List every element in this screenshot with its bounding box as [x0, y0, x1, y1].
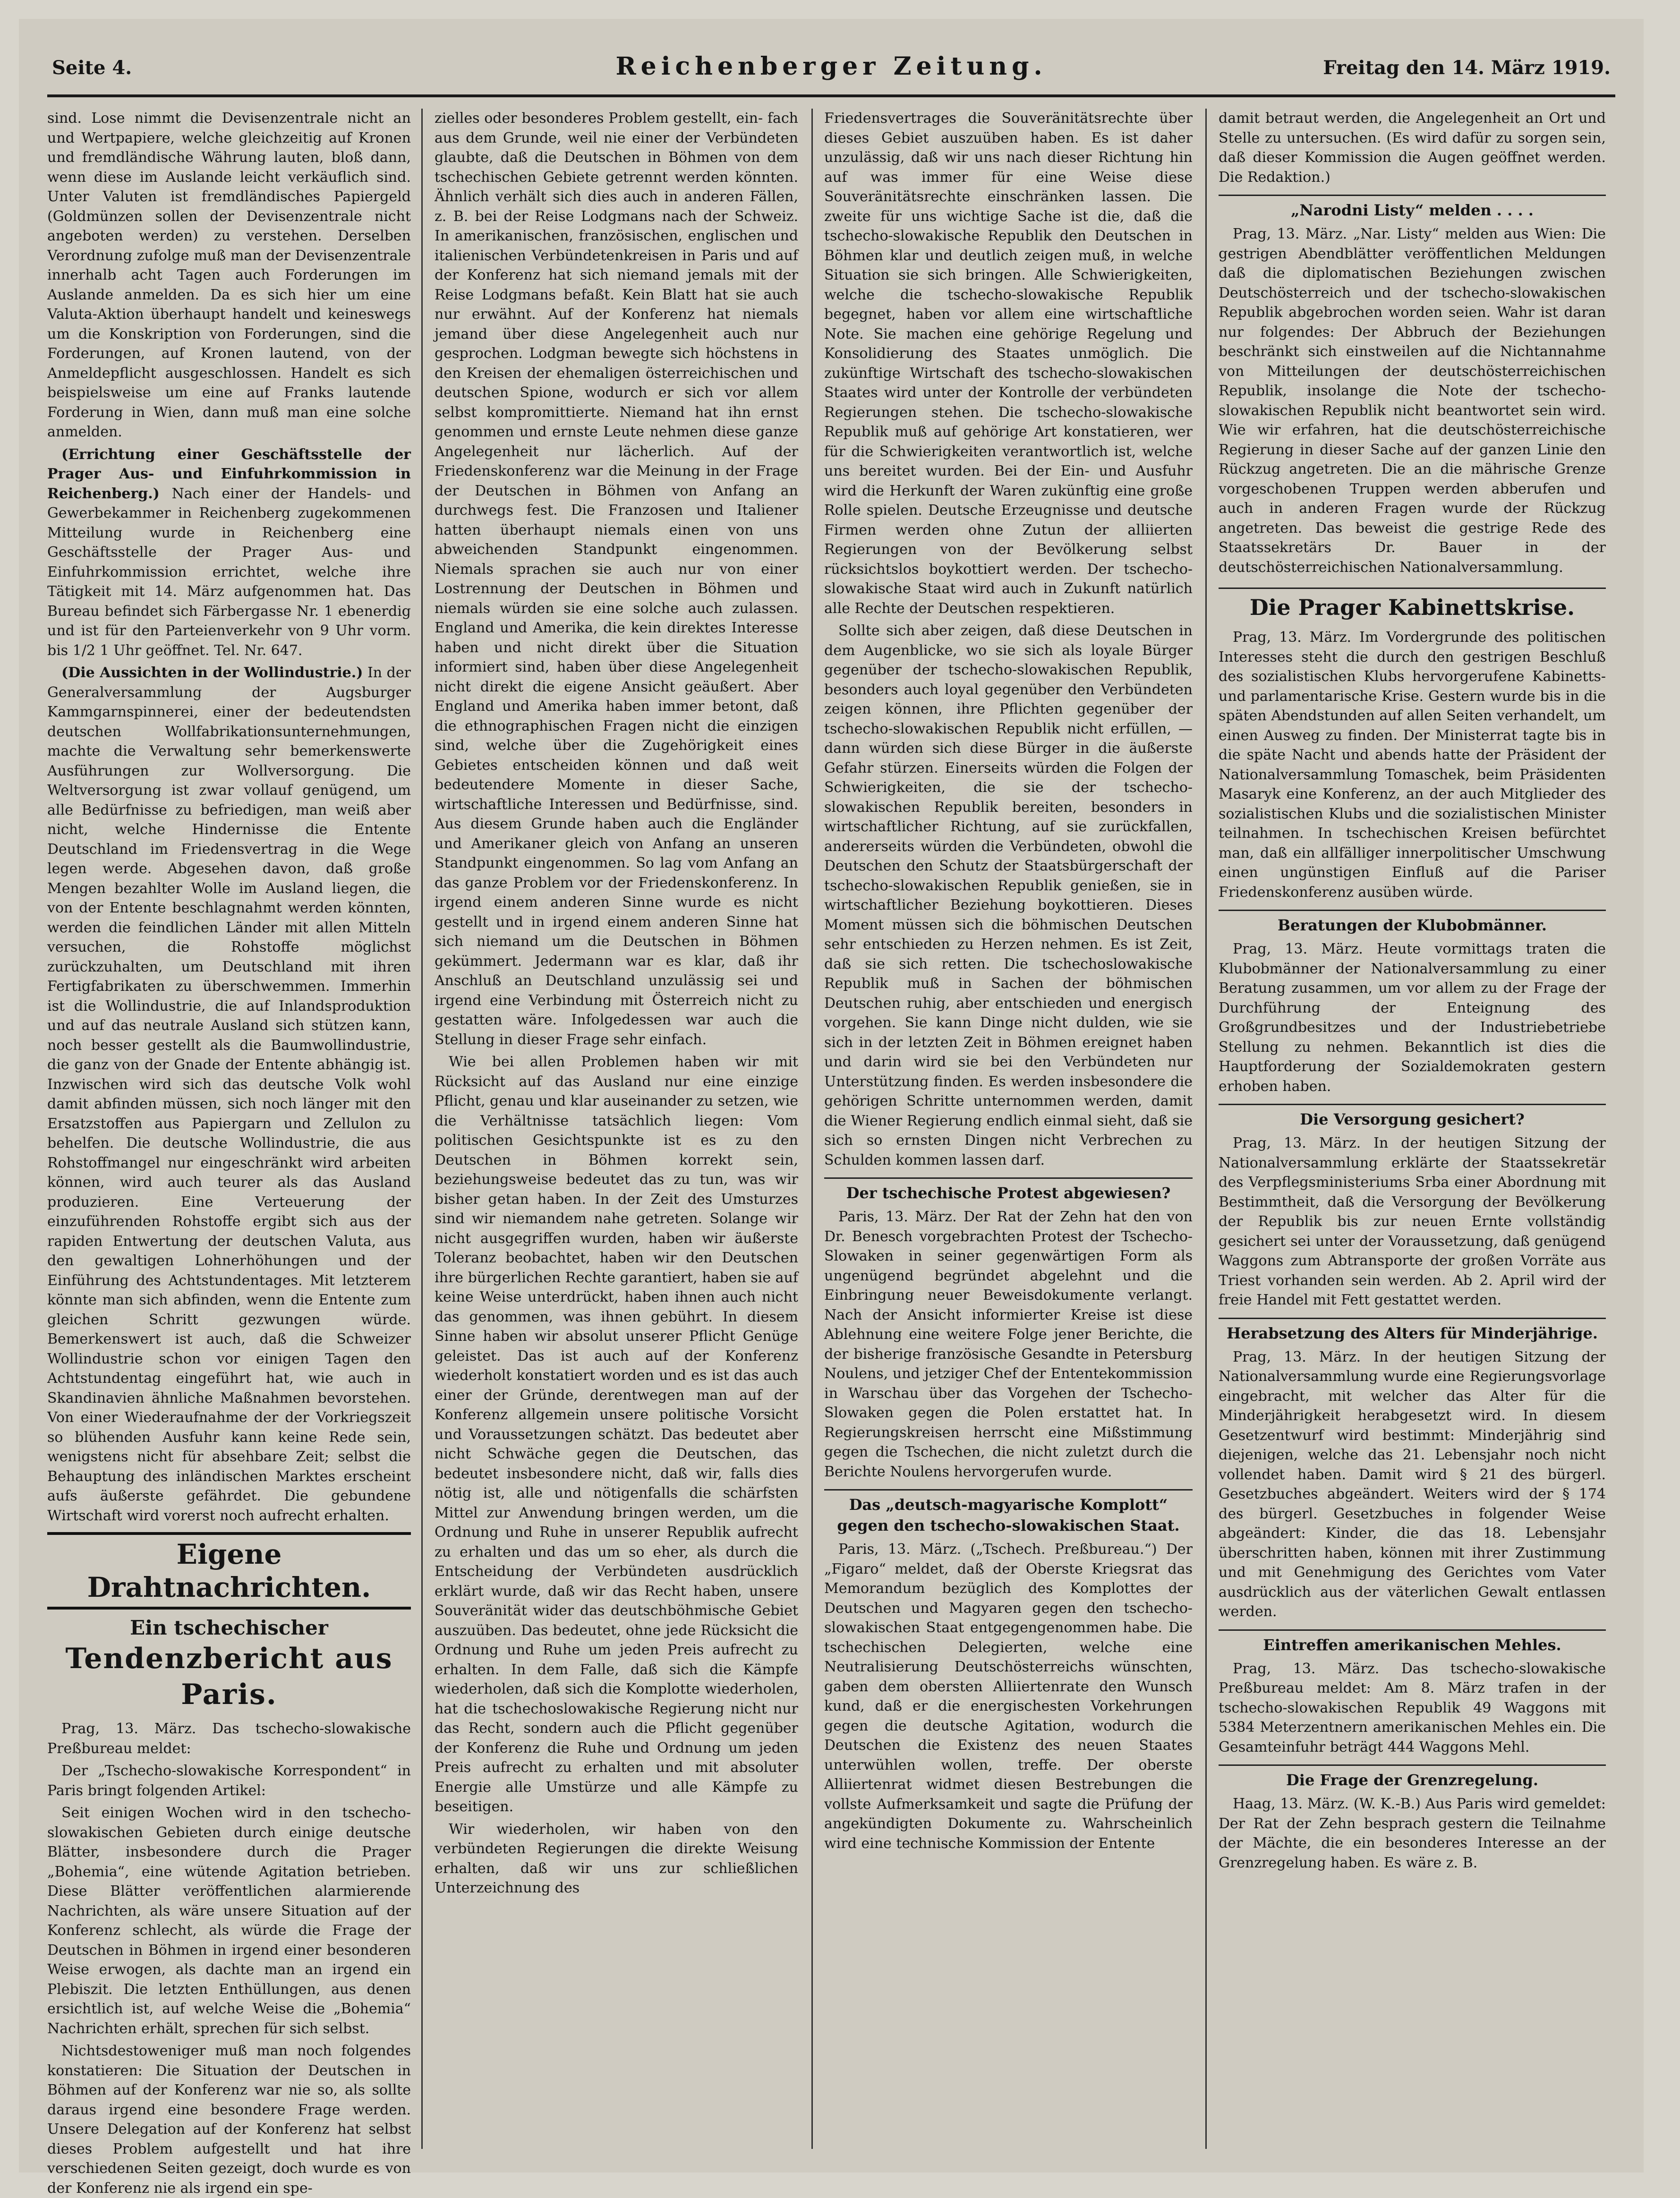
article-heading: Herabsetzung des Alters für Minderjährige. — [1219, 1318, 1606, 1344]
newspaper-page — [19, 19, 1644, 2197]
column-4 — [1219, 109, 1606, 2149]
article-heading: Beratungen der Klubobmänner. — [1219, 910, 1606, 936]
column-rule — [811, 109, 813, 2149]
masthead-rule — [47, 94, 1615, 97]
article-paragraph: sind. Lose nimmt die Devisenzentrale nicht an und Wertpapiere, welche gleichzeitig auf Kronen und fremdländische Währung lauten, bloß dann, wenn diese im Auslande leicht verkäuflich sind. Unter Valuten ist fremdländisches Papiergeld (Goldmünzen sollen der Devisenzentrale nicht angeboten werden) zu verstehen. Derselben Verordnung zufolge muß man der Devisenzentrale innerhalb acht Tagen auch Forderungen im Auslande anmelden. Da es sich hier um eine Valuta-Aktion überhaupt handelt und keineswegs um die Konskription von Forderungen, sind die Forderungen, auf Kronen lautend, von der Anmeldepflicht ausgeschlossen. Handelt es sich beispielsweise um eine auf Franks lautende Forderung in Wien, dann muß man eine solche anmelden. — [47, 110, 411, 440]
article-paragraph: Paris, 13. März. („Tschech. Preßbureau.“) Der „Figaro“ meldet, daß der Oberste Kriegsrat das Memorandum bezüglich des Komplottes der Deutschen und Magyaren gegen den tschecho-slowakischen Staat entgegengenommen habe. Die tschechischen Delegierten, welche eine Neutralisierung Deutschösterreichs wünschten, gaben dem obersten Alliiertenrate den Wunsch kund, daß er die energischesten Vorkehrungen gegen die deutsche Agitation, wodurch die Deutschen die Existenz des neuen Staates unterwühlen wollen, treffe. Der oberste Alliiertenrat widmet diesen Bestrebungen die vollste Aufmerksamkeit und sagte die Prüfung der angekündigten Dokumente zu. Wahrscheinlich wird eine technische Kommission der Entente — [824, 1541, 1193, 1852]
article-paragraph: Nichtsdestoweniger muß man noch folgendes konstatieren: Die Situation der Deutschen in Böhmen auf der Konferenz war nie so, als sollte daraus irgend eine besondere Frage werden. Unsere Delegation auf der Konferenz hat selbst dieses Problem aufgestellt und hat ihre verschiedenen Seiten gezeigt, doch wurde es von der Konferenz nie als irgend ein spe- — [47, 2043, 411, 2197]
masthead — [52, 47, 1611, 85]
headline: Tendenzbericht aus Paris. — [65, 1642, 393, 1711]
article-heading: Der tschechische Protest abgewiesen? — [824, 1177, 1193, 1203]
column-rule — [421, 109, 423, 2149]
article-heading: Das „deutsch-magyarische Komplott“ gegen den tschecho-slowakischen Staat. — [824, 1489, 1193, 1536]
article-paragraph: Haag, 13. März. (W. K.-B.) Aus Paris wird gemeldet: Der Rat der Zehn besprach gestern die Teilnahme der Mächte, die ein besonderes Interesse an der Grenzregelung haben. Es wäre z. B. — [1219, 1796, 1606, 1871]
article-paragraph: Wir wiederholen, wir haben von den verbündeten Regierungen die direkte Weisung erhalten, daß wir uns zur schließlichen Unterzeichnung des — [435, 1821, 798, 1896]
page-number: Seite 4. — [52, 57, 132, 79]
article-paragraph: zielles oder besonderes Problem gestellt, ein- fach aus dem Grunde, weil nie einer der Verbündeten glaubte, daß die Deutschen in Böhmen von dem tschechischen Gebiete getrennt werden könnten. Ähnlich verhält sich dies auch in anderen Fällen, z. B. bei der Reise Lodgmans nach der Schweiz. In amerikanischen, französischen, englischen und italienischen Verbündetenkreisen in Paris und auf der Konferenz hat sich niemand jemals mit der Reise Lodgmans befaßt. Kein Blatt hat sie auch nur erwähnt. Auf der Konferenz hat niemals jemand über diese Angelegenheit auch nur gesprochen. Lodgman bewegte sich höchstens in den Kreisen der ehemaligen österreichischen und deutschen Spione, wodurch er sich vor allem selbst kompromittierte. Niemand hat ihn ernst genommen und ernste Leute nehmen diese ganze Angelegenheit nur lächerlich. Auf der Friedenskonferenz war die Meinung in der Frage der Deutschen in Böhmen von Anfang an durchwegs fest. Die Franzosen und Italiener hatten überhaupt niemals einen von uns abweichenden Standpunkt eingenommen. Niemals sprachen sie auch nur von einer Lostrennung der Deutschen in Böhmen und niemals würden sie eine solche auch zulassen. England und Amerika, die kein direktes Interesse haben und nicht direkt über die Situation informiert sind, haben über diese Angelegenheit nicht direkt die eigene Ansicht geäußert. Aber England und Amerika haben immer betont, daß die ethnographischen Fragen nicht die einzigen sind, welche über die Zugehörigkeit eines Gebietes entscheiden können und daß weit bedeutendere Momente in dieser Sache, wirtschaftliche Interessen und Bedürfnisse, sind. Aus diesem Grunde haben auch die Engländer und Amerikaner gleich von Anfang an unseren Standpunkt eingenommen. So lag vom Anfang an das ganze Problem vor der Friedenskonferenz. In irgend einem anderen Sinne wurde es nicht gestellt und in irgend einem anderen Sinne hat sich niemand um die Deutschen in Böhmen gekümmert. Jedermann war es klar, daß ihr Anschluß an Deutschland unzulässig sei und irgend eine Verbindung mit Österreich nicht zu gestatten wäre. Infolgedessen war auch die Stellung in dieser Frage sehr einfach. — [435, 110, 798, 1048]
article-paragraph: Prag, 13. März. Heute vormittags traten die Klubobmänner der Nationalversammlung zu einer Beratung zusammen, um vor allem zu der Frage der Durchführung der Enteignung des Großgrundbesitzes und der Industriebetriebe Stellung zu nehmen. Bekanntlich ist dies die Hauptforderung der Sozialdemokraten gestern erhoben haben. — [1219, 941, 1606, 1095]
article-heading: „Narodni Listy“ melden . . . . — [1219, 195, 1606, 221]
article-paragraph: Prag, 13. März. In der heutigen Sitzung der Nationalversammlung wurde eine Regierungsvorlage eingebracht, mit welcher das Alter für die Minderjährigkeit herabgesetzt wird. In diesem Gesetzentwurf wird bestimmt: Minderjährig sind diejenigen, welche das 21. Lebensjahr noch nicht vollendet haben. Damit wird § 21 des bürgerl. Gesetzbuches abgeändert. Weiters wird der § 174 des bürgerl. Gesetzbuches in folgender Weise abgeändert: Kinder, die das 18. Lebensjahr überschritten haben, können mit ihrer Zustimmung und mit Genehmigung des Gerichtes vom Vater ausdrücklich aus der väterlichen Gewalt entlassen werden. — [1219, 1348, 1606, 1620]
article-paragraph: Prag, 13. März. Im Vordergrunde des politischen Interesses steht die durch den gestrigen Beschluß des sozialistischen Klubs hervorgerufene Kabinetts- und parlamentarische Krise. Gestern wurde bis in die späten Abendstunden auf allen Seiten verhandelt, um einen Ausweg zu finden. Der Ministerrat tagte bis in die späte Nacht und abends hatte der Präsident der Nationalversammlung Tomaschek, beim Präsidenten Masaryk eine Konferenz, an der auch Mitglieder des sozialistischen Klubs und die sozialistischen Minister teilnahmen. In tschechischen Kreisen befürchtet man, daß ein allfälliger innerpolitischer Umschwung einen ungünstigen Einfluß auf die Pariser Friedenskonferenz ausüben würde. — [1219, 629, 1606, 901]
article-paragraph: Der „Tschecho-slowakische Korrespondent“ in Paris bringt folgenden Artikel: — [47, 1763, 411, 1799]
article-paragraph: Prag, 13. März. „Nar. Listy“ melden aus Wien: Die gestrigen Abendblätter veröffentlichen Meldungen daß die diplomatischen Beziehungen zwischen Deutschösterreich und der tschecho-slowakischen Republik abgebrochen worden seien. Wahr ist daran nur folgendes: Der Abbruch der Beziehungen beschränkt sich einstweilen auf die Nichtannahme von Mitteilungen der deutschösterreichischen Republik, insolange die Note der tschecho-slowakischen Republik nicht beantwortet sein wird. Wie wir erfahren, hat die deutschösterreichische Regierung in dieser Sache auf der ganzen Linie den Rückzug angetreten. Die an die mährische Grenze vorgeschobenen Truppen werden abberufen und auch in anderen Fragen wurde der Rückzug angetreten. Das beweist die gestrige Rede des Staatssekretärs Dr. Bauer in der deutschösterreichischen Nationalversammlung. — [1219, 226, 1606, 576]
section-banner: Eigene Drahtnachrichten. — [47, 1532, 411, 1610]
item-heading: (Errichtung einer Geschäftsstelle der Prager Aus- und Einfuhrkommission in Reichenberg.) — [47, 446, 411, 502]
article-paragraph: Prag, 13. März. In der heutigen Sitzung der Nationalversammlung erklärte der Staatssekretär des Verpflegsministeriums Srba einer Abordnung mit Bestimmtheit, daß die Versorgung der Bevölkerung der Republik bis zur neuen Ernte vollständig gesichert sei unter der Voraussetzung, daß genügend Waggons zum Abtransporte der großen Vorräte aus Triest vorhanden sein werden. Ab 2. April wird der freie Handel mit Fett gestattet werden. — [1219, 1135, 1606, 1308]
column-1 — [47, 109, 411, 2197]
headline-kicker: Ein tschechischer — [130, 1616, 328, 1639]
article-heading: Eintreffen amerikanischen Mehles. — [1219, 1629, 1606, 1655]
column-2 — [435, 109, 798, 2149]
article-paragraph: Seit einigen Wochen wird in den tschecho-slowakischen Gebieten durch einige deutsche Blätter, insbesondere durch die Prager „Bohemia“, eine wütende Agitation betrieben. Diese Blätter veröffentlichen alarmierende Nachrichten, als wäre unsere Situation auf der Konferenz schlecht, als würde die Frage der Deutschen in Böhmen in irgend einer besonderen Weise erwogen, als dachte man an irgend ein Plebiszit. Die letzten Enthüllungen, aus denen ersichtlich ist, auf welche Weise die „Bohemia“ Nachrichten erhält, sprechen für sich selbst. — [47, 1805, 411, 2037]
article-heading: Die Versorgung gesichert? — [1219, 1104, 1606, 1130]
article-paragraph: Wie bei allen Problemen haben wir mit Rücksicht auf das Ausland nur eine einzige Pflicht, genau und klar auseinander zu setzen, wie die Verhältnisse tatsächlich liegen: Vom politischen Gesichtspunkte ist es zu den Deutschen in Böhmen korrekt sein, beziehungsweise bedeutet das zu tun, was wir bisher getan haben. In der Zeit des Umsturzes sind wir niemandem nahe getreten. Solange wir nicht ausgegriffen wurden, haben wir äußerste Toleranz beobachtet, haben wir den Deutschen ihre bürgerlichen Rechte garantiert, haben sie auf keine Weise unterdrückt, haben ihnen auch nicht das genommen, was ihnen gebührt. In diesem Sinne haben wir absolut unserer Pflicht Genüge geleistet. Das ist auch auf der Konferenz wiederholt konstatiert worden und es ist das auch einer der Gründe, derentwegen man auf der Konferenz allgemein unsere politische Vorsicht und Voraussetzungen schätzt. Das bedeutet aber nicht Schwäche gegen die Deutschen, das bedeutet insbesondere nicht, daß wir, falls dies nötig ist, alle und nötigenfalls die schärfsten Mittel zur Anwendung bringen werden, um die Ordnung und Ruhe in unserer Republik aufrecht zu erhalten und das um so eher, als durch die Entscheidung der Verbündeten ausdrücklich erklärt wurde, daß wir das Recht haben, unsere Souveränität wider das deutschböhmische Gebiet auszuüben. Das bedeutet, ohne jede Rücksicht die Ordnung und Ruhe um jeden Preis aufrecht zu erhalten. In dem Falle, daß sich die Kämpfe wiederholen, daß sich die Komplotte wiederholen, hat die tschechoslowakische Regierung nicht nur das Recht, sondern auch die Pflicht gegenüber der Konferenz die Ruhe und Ordnung um jeden Preis aufrecht zu erhalten und mit absoluter Energie alle Umstürze und alle Kämpfe zu beseitigen. — [435, 1054, 798, 1815]
article-paragraph: damit betraut werden, die Angelegenheit an Ort und Stelle zu untersuchen. (Es wird dafür zu sorgen sein, daß dieser Kommission die Augen geöffnet werden. Die Redaktion.) — [1219, 110, 1606, 186]
item-text: Nach einer der Handels- und Gewerbekammer in Reichenberg zugekommenen Mitteilung wurde in Reichenberg eine Geschäftsstelle der Prager Aus- und Einfuhrkommission errichtet, welche ihre Tätigkeit mit 14. März aufgenommen hat. Das Bureau befindet sich Färbergasse Nr. 1 ebenerdig und ist für den Parteienverkehr von 9 Uhr vorm. bis 1/2 1 Uhr geöffnet. Tel. Nr. 647. — [47, 485, 411, 659]
newspaper-title: Reichenberger Zeitung. — [615, 52, 1047, 81]
article-heading: Die Frage der Grenzregelung. — [1219, 1764, 1606, 1790]
article-paragraph: Paris, 13. März. Der Rat der Zehn hat den von Dr. Benesch vorgebrachten Protest der Tschecho-Slowaken in seiner gegenwärtigen Form als ungenügend begründet abgelehnt und die Einbringung neuer Beweisdokumente verlangt. Nach der Ansicht informierter Kreise ist diese Ablehnung eine weitere Folge jener Berichte, die der bisherige französische Gesandte in Petersburg Noulens, und jetziger Chef der Ententekommission in Warschau über das Vorgehen der Tschecho-Slowaken gegen die Polen erstattet hat. In Regierungskreisen herrscht eine Mißstimmung gegen die Tschechen, die nicht zuletzt durch die Berichte Noulens hervorgerufen wurde. — [824, 1209, 1193, 1480]
article-paragraph: Prag, 13. März. Das tschecho-slowakische Preßbureau meldet: Am 8. März trafen in der tschecho-slowakischen Republik 49 Waggons mit 5384 Meterzentnern amerikanischen Mehles ein. Die Gesamteinfuhr beträgt 444 Waggons Mehl. — [1219, 1660, 1606, 1755]
article-heading-large: Die Prager Kabinettskrise. — [1219, 588, 1606, 621]
article-paragraph: Sollte sich aber zeigen, daß diese Deutschen in dem Augenblicke, wo sie sich als loyale Bürger gegenüber der tschecho-slowakischen Republik, besonders auch loyal gegenüber den Verbündeten zeigen können, ihre Pflichten gegenüber der tschecho-slowakischen Republik nicht erfüllen, — dann würden sich diese Bürger in die äußerste Gefahr stürzen. Einerseits würden die Folgen der Schwierigkeiten, die sie der tschecho-slowakischen Republik bereiten, besonders in wirtschaftlicher Richtung, auf sie zurückfallen, andererseits würden die Verbündeten, obwohl die Deutschen den Schutz der Staatsbürgerschaft der tschecho-slowakischen Republik genießen, sie in wirtschaftlicher Beziehung boykottieren. Dieses Moment müssen sich die böhmischen Deutschen sehr entschieden zu Herzen nehmen. Es ist Zeit, daß sie sich retten. Die tschechoslowakische Republik muß in Sachen der böhmischen Deutschen ruhig, aber entschieden und energisch vorgehen. Sie kann Dinge nicht dulden, wie sie sich in der letzten Zeit in Böhmen ereignet haben und darin wird sie bei den Verbündeten nur Unterstützung finden. Es werden insbesondere die gehörigen Schritte unternommen werden, damit die Wiener Regierung endlich einmal sieht, daß sie sich so ernsten Dingen nicht Verbrechen zu Schulden kommen lassen darf. — [824, 622, 1193, 1168]
article-paragraph: Friedensvertrages die Souveränitätsrechte über dieses Gebiet auszuüben haben. Es ist daher unzulässig, daß wir uns nach dieser Richtung hin auf was immer für eine Weise diese Souveränitätsrechte einschränken lassen. Die zweite für uns wichtige Sache ist die, daß die tschecho-slowakische Republik den Deutschen in Böhmen klar und deutlich zeigen muß, in welche Situation sie sich bringen. Alle Schwierigkeiten, welche die tschecho-slowakische Republik begegnet, haben vor allem eine wirtschaftliche Note. Sie machen eine gehörige Regelung und Konsolidierung des Staates unmöglich. Die zukünftige Wirtschaft des tschecho-slowakischen Staates wird unter der Kontrolle der verbündeten Regierungen stehen. Die tschecho-slowakische Republik muß auf gehörige Art konstatieren, wer für die Schwierigkeiten verantwortlich ist, welche uns bereitet wurden. Bei der Ein- und Ausfuhr wird die Herkunft der Waren zukünftig eine große Rolle spielen. Deutsche Erzeugnisse und deutsche Firmen werden ohne Zutun der alliierten Regierungen von der Bevölkerung selbst rücksichtslos boykottiert werden. Der tschecho-slowakische Staat wird auch in Zukunft natürlich alle Rechte der Deutschen respektieren. — [824, 110, 1193, 617]
column-3 — [824, 109, 1193, 2149]
item-heading: (Die Aussichten in der Wollindustrie.) — [61, 665, 363, 681]
issue-date: Freitag den 14. März 1919. — [1323, 57, 1611, 79]
column-rule — [1205, 109, 1207, 2149]
article-paragraph — [47, 663, 411, 1525]
article-paragraph: Prag, 13. März. Das tschecho-slowakische Preßbureau meldet: — [47, 1721, 411, 1757]
item-text: In der Generalversammlung der Augsburger Kammgarnspinnerei, einer der bedeutendsten deutschen Wollfabrikationsunternehmungen, machte die Verwaltung sehr bemerkenswerte Ausführungen zur Wollversorgung. Die Weltversorgung ist zwar vollauf genügend, um alle Bedürfnisse zu befriedigen, man weiß aber nicht, welche Hindernisse die Entente Deutschland im Friedensvertrag in die Wege legen werde. Abgesehen davon, daß große Mengen bezahlter Wolle im Ausland liegen, die von der Entente beschlagnahmt werden könnten, werden die feindlichen Länder mit allen Mitteln versuchen, die Rohstoffe möglichst zurückzuhalten, um Deutschland mit ihren Fertigfabrikaten zu überschwemmen. Immerhin ist die Wollindustrie, die auf Inlandsproduktion und auf das neutrale Ausland sich stützen kann, noch besser gestellt als die Baumwollindustrie, die ganz von der Gnade der Entente abhängig ist. Inzwischen wird sich das deutsche Volk wohl damit abfinden müssen, sich noch länger mit den Ersatzstoffen aus Papiergarn und Zellulon zu behelfen. Die deutsche Wollindustrie, die aus Rohstoffmangel nur eingeschränkt wird arbeiten können, wird auch teurer als das Ausland produzieren. Eine Verteuerung der einzuführenden Rohstoffe ergibt sich aus der rapiden Entwertung der deutschen Valuta, aus den gewaltigen Lohnerhöhungen und der Einführung des Achtstundentages. Mit letzterem könnte man sich abfinden, wenn die Entente zum gleichen Schritt gezwungen würde. Bemerkenswert ist auch, daß die Schweizer Wollindustrie schon vor einigen Tagen den Achtstundentag eingeführt hat, wie auch in Skandinavien ähnliche Maßnahmen bevorstehen. Von einer Wiederaufnahme der der Vorkriegszeit so blühenden Ausfuhr kann keine Rede sein, wenigstens nicht für absehbare Zeit; selbst die Behauptung des inländischen Marktes erscheint aufs äußerste gefährdet. Die gebundene Wirtschaft wird vorerst noch aufrecht erhalten. — [47, 665, 411, 1524]
article-paragraph — [47, 445, 411, 661]
